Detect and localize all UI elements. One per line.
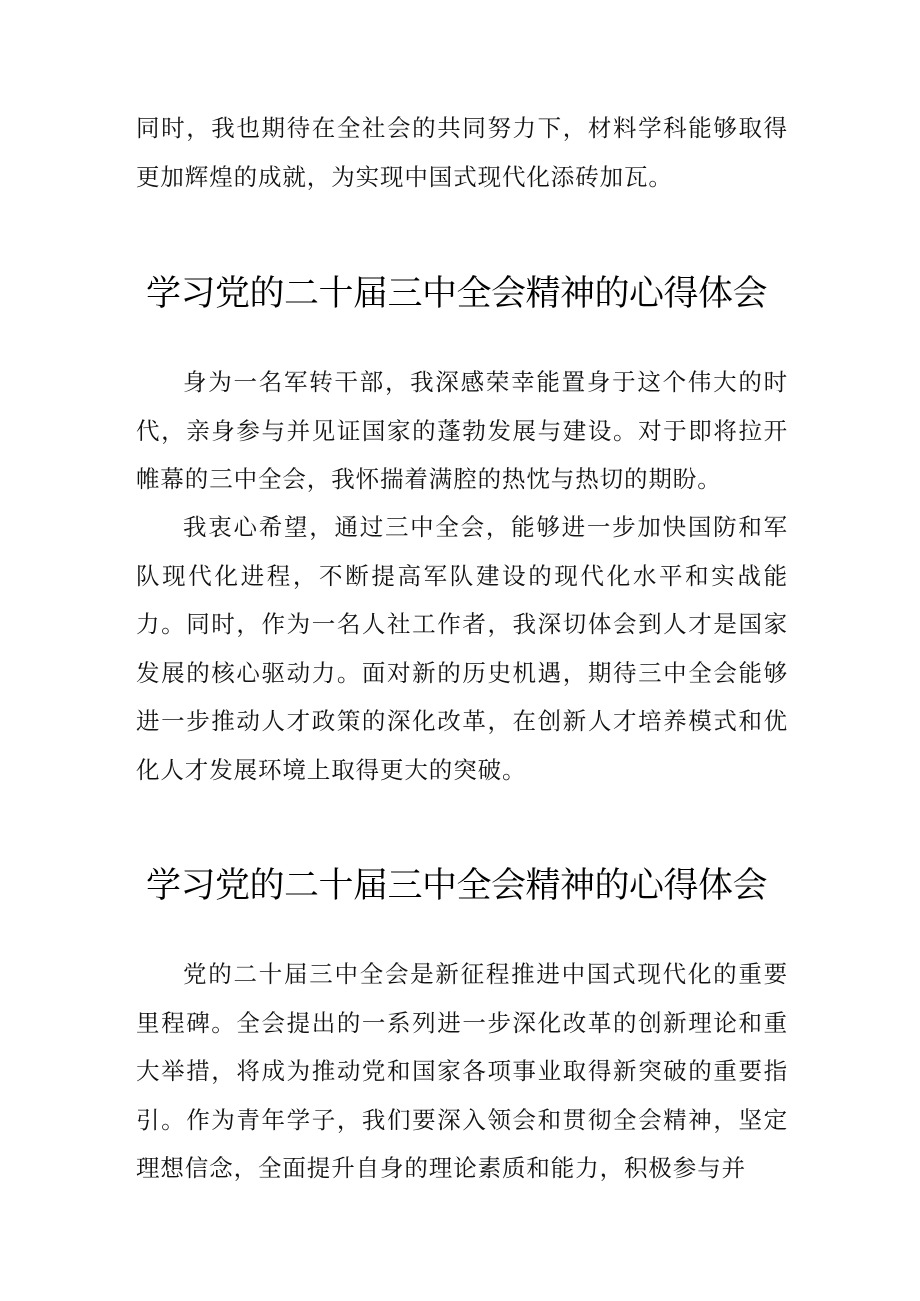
section-heading-2: 学习党的二十届三中全会精神的心得体会 <box>146 866 768 906</box>
paragraph-continuation: 同时，我也期待在全社会的共同努力下，材料学科能够取得更加辉煌的成就，为实现中国式现代化添砖加瓦。 <box>136 114 788 191</box>
paragraph-section1-2: 我衷心希望，通过三中全会，能够进一步加快国防和军队现代化进程，不断提高军队建设的现代化水平和实战能力。同时，作为一名人社工作者，我深切体会到人才是国家发展的核心驱动力。面对新的历史机遇，期待三中全会能够进一步推动人才政策的深化改革，在创新人才培养模式和优化人才发展环境上取得更大的突破。 <box>136 513 788 784</box>
section-heading-1: 学习党的二十届三中全会精神的心得体会 <box>146 274 768 314</box>
paragraph-section1-1: 身为一名军转干部，我深感荣幸能置身于这个伟大的时代，亲身参与并见证国家的蓬勃发展与建设。对于即将拉开帷幕的三中全会，我怀揣着满腔的热忱与热切的期盼。 <box>136 368 788 493</box>
paragraph-section2-1: 党的二十届三中全会是新征程推进中国式现代化的重要里程碑。全会提出的一系列进一步深化改革的创新理论和重大举措，将成为推动党和国家各项事业取得新突破的重要指引。作为青年学子，我们要深入领会和贯彻全会精神，坚定理想信念，全面提升自身的理论素质和能力，积极参与并 <box>136 960 788 1182</box>
